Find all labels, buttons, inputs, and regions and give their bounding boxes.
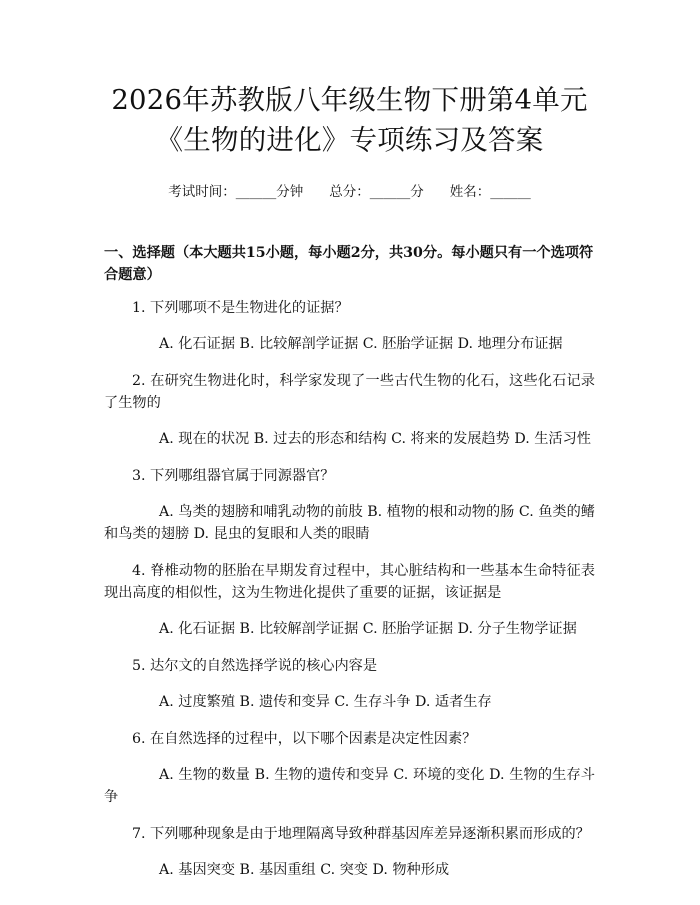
question-stem: 1. 下列哪项不是生物进化的证据？	[132, 300, 349, 316]
question-options: A. 鸟类的翅膀和哺乳动物的前肢 B. 植物的根和动物的肠 C. 鱼类的鳍和鸟类的翅膀 D. 昆虫的复眼和人类的眼睛	[104, 504, 595, 542]
question-options: A. 基因突变 B. 基因重组 C. 突变 D. 物种形成	[159, 862, 450, 878]
question-options: A. 生物的数量 B. 生物的遗传和变异 C. 环境的变化 D. 生物的生存斗争	[104, 767, 595, 805]
question-stem: 2. 在研究生物进化时，科学家发现了一些古代生物的化石，这些化石记录了生物的	[104, 373, 595, 411]
question-options: A. 化石证据 B. 比较解剖学证据 C. 胚胎学证据 D. 地理分布证据	[159, 336, 563, 352]
student-name-field: 姓名：______	[449, 184, 531, 200]
question-options: A. 过度繁殖 B. 遗传和变异 C. 生存斗争 D. 适者生存	[159, 694, 492, 710]
question-stem: 6. 在自然选择的过程中，以下哪个因素是决定性因素？	[132, 731, 477, 747]
question-options: A. 现在的状况 B. 过去的形态和结构 C. 将来的发展趋势 D. 生活习性	[159, 431, 591, 447]
total-score-field: 总分：______分	[329, 184, 424, 200]
section-heading: 一、选择题（本大题共15小题，每小题2分，共30分。每小题只有一个选项符合题意）	[104, 245, 594, 283]
question-options: A. 化石证据 B. 比较解剖学证据 C. 胚胎学证据 D. 分子生物学证据	[159, 621, 577, 637]
question-stem: 5. 达尔文的自然选择学说的核心内容是	[132, 658, 378, 674]
question-stem: 4. 脊椎动物的胚胎在早期发育过程中，其心脏结构和一些基本生命特征表现出高度的相似性，这为生物进化提供了重要的证据，该证据是	[104, 563, 595, 601]
exam-info-line	[104, 182, 595, 202]
question-stem: 3. 下列哪组器官属于同源器官？	[132, 468, 335, 484]
document-title: 2026年苏教版八年级生物下册第4单元《生物的进化》专项练习及答案	[111, 84, 588, 156]
exam-time-field: 考试时间：______分钟	[168, 184, 304, 200]
question-stem: 7. 下列哪种现象是由于地理隔离导致种群基因库差异逐渐积累而形成的？	[132, 826, 590, 842]
